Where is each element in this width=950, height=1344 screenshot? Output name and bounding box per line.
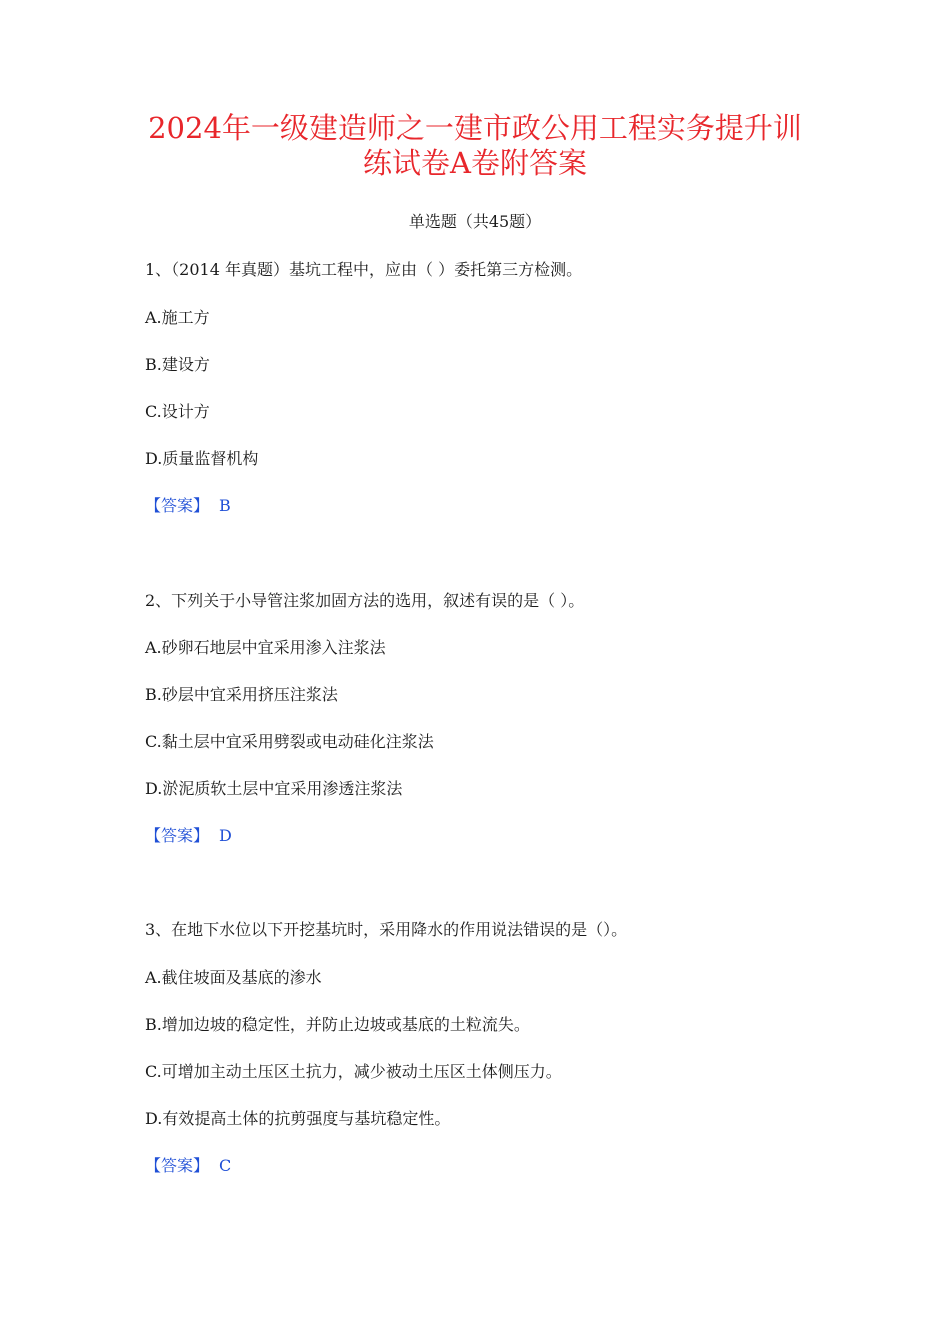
- answer-value: D: [219, 826, 232, 845]
- question-1-option-a: A.施工方: [145, 308, 210, 327]
- question-3-answer: [145, 1154, 231, 1178]
- document-title-line-2: 练试卷A卷附答案: [363, 146, 587, 180]
- answer-value: C: [219, 1156, 232, 1175]
- answer-label: 【答案】: [145, 496, 210, 515]
- question-2-option-d: D.淤泥质软土层中宜采用渗透注浆法: [145, 779, 403, 798]
- answer-label: 【答案】: [145, 1156, 210, 1175]
- answer-label: 【答案】: [145, 826, 210, 845]
- question-1-option-b: B.建设方: [145, 355, 210, 374]
- question-2-option-c: C.黏土层中宜采用劈裂或电动硅化注浆法: [145, 732, 434, 751]
- question-3-option-d: D.有效提高土体的抗剪强度与基坑稳定性。: [145, 1109, 451, 1128]
- question-3-option-c: C.可增加主动土压区土抗力，减少被动土压区土体侧压力。: [145, 1062, 562, 1081]
- question-1-option-c: C.设计方: [145, 402, 210, 421]
- question-3-option-a: A.截住坡面及基底的渗水: [145, 968, 322, 987]
- document-title-line-1: 2024年一级建造师之一建市政公用工程实务提升训: [148, 111, 802, 145]
- question-3-stem: 3、在地下水位以下开挖基坑时，采用降水的作用说法错误的是（）。: [145, 920, 628, 939]
- question-3-option-b: B.增加边坡的稳定性，并防止边坡或基底的土粒流失。: [145, 1015, 530, 1034]
- question-2-option-b: B.砂层中宜采用挤压注浆法: [145, 685, 338, 704]
- question-2-answer: [145, 824, 232, 848]
- question-1-answer: [145, 494, 231, 518]
- question-1-stem: 1、（2014 年真题）基坑工程中，应由（ ）委托第三方检测。: [145, 260, 583, 279]
- question-2-option-a: A.砂卵石地层中宜采用渗入注浆法: [145, 638, 386, 657]
- section-heading: 单选题（共45题）: [408, 212, 542, 231]
- question-1-option-d: D.质量监督机构: [145, 449, 259, 468]
- question-2-stem: 2、下列关于小导管注浆加固方法的选用，叙述有误的是（ ）。: [145, 591, 585, 610]
- answer-value: B: [219, 496, 231, 515]
